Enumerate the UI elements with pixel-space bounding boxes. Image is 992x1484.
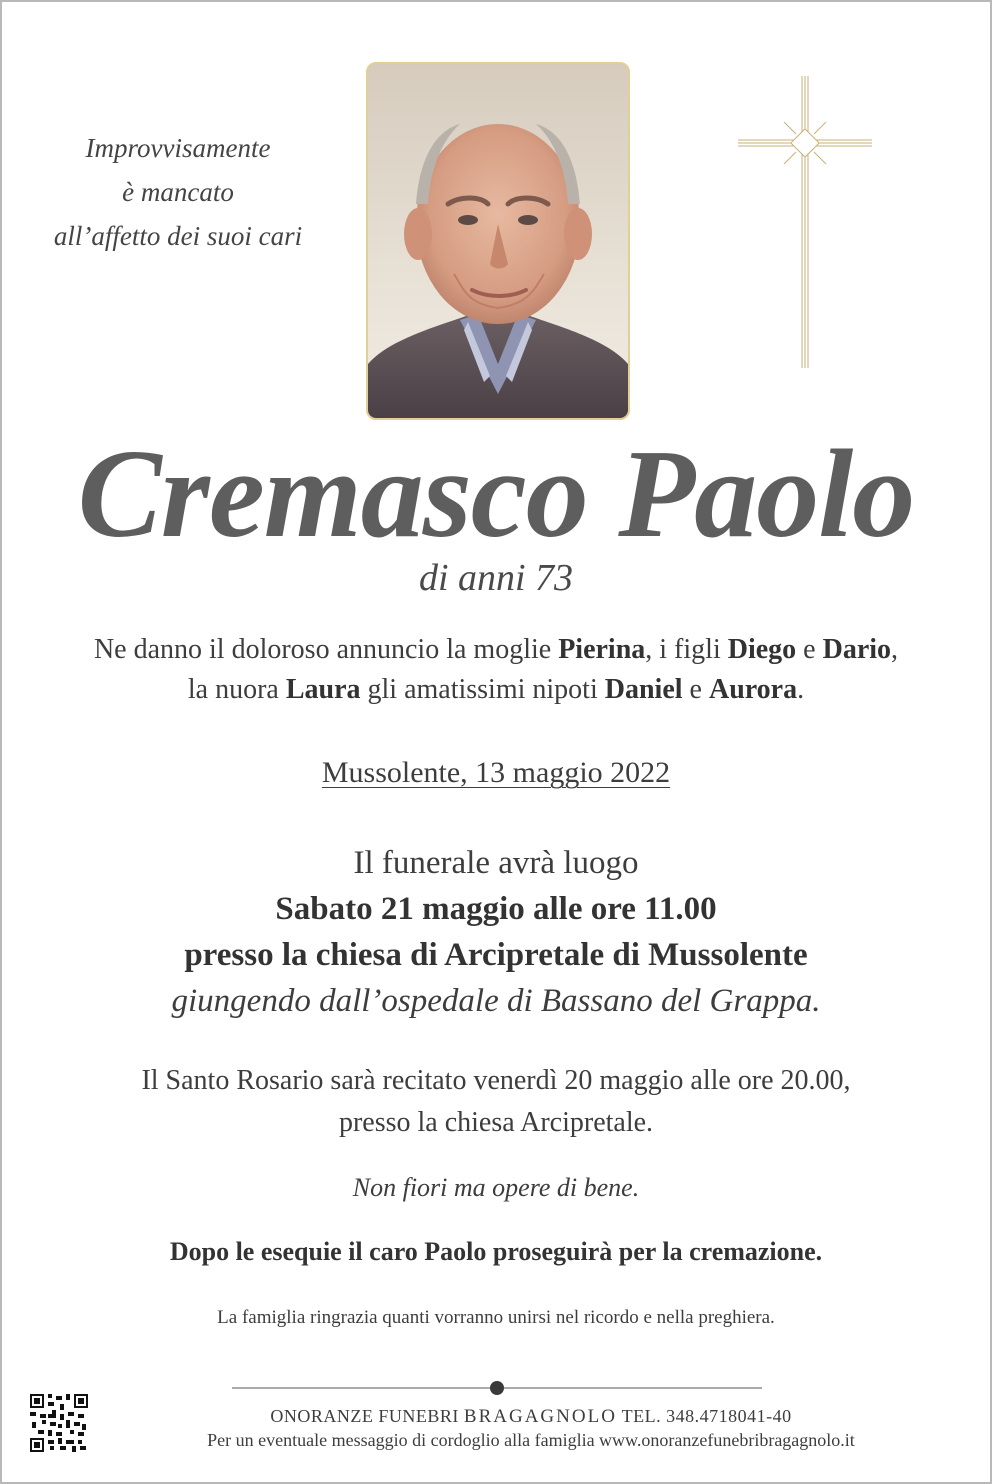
footer-divider bbox=[232, 1380, 762, 1396]
portrait-photo bbox=[366, 62, 630, 420]
intro-line-1: Improvvisamente bbox=[85, 133, 271, 163]
intro-line-2: è mancato bbox=[122, 177, 234, 207]
family-line-2: la nuora Laura gli amatissimi nipoti Daniel e Aurora. bbox=[187, 674, 805, 705]
funeral-home-phone: TEL. 348.4718041-40 bbox=[616, 1406, 792, 1426]
funeral-origin: giungendo dall’ospedale di Bassano del Grappa. bbox=[171, 983, 821, 1019]
grandchild-name-1: Daniel bbox=[604, 674, 683, 705]
family-thanks: La famiglia ringrazia quanti vorranno unirsi nel ricordo e nella preghiera. bbox=[217, 1307, 775, 1328]
no-flowers-note: Non fiori ma opere di bene. bbox=[352, 1173, 640, 1202]
portrait-illustration bbox=[368, 64, 628, 418]
funeral-line-1: Il funerale avrà luogo bbox=[353, 845, 639, 881]
son-name-1: Diego bbox=[727, 634, 797, 665]
grandchild-name-2: Aurora bbox=[708, 674, 798, 705]
cross-icon bbox=[736, 74, 874, 374]
funeral-home-info: ONORANZE FUNEBRI BRAGAGNOLO TEL. 348.4718041-40 bbox=[270, 1406, 792, 1427]
deceased-name: Cremasco Paolo bbox=[77, 425, 915, 564]
family-line-1: Ne danno il doloroso annuncio la moglie Pierina, i figli Diego e Dario, bbox=[93, 634, 899, 665]
qr-code-icon[interactable] bbox=[30, 1394, 88, 1452]
funeral-date-time: Sabato 21 maggio alle ore 11.00 bbox=[275, 891, 717, 927]
intro-text bbox=[22, 126, 334, 258]
wife-name: Pierina bbox=[558, 634, 646, 665]
intro-line-3: all’affetto dei suoi cari bbox=[53, 221, 303, 251]
cremation-note: Dopo le esequie il caro Paolo proseguirà per la cremazione. bbox=[169, 1237, 823, 1266]
funeral-details bbox=[12, 840, 980, 1024]
deceased-age: di anni 73 bbox=[418, 557, 574, 599]
place-and-date bbox=[12, 748, 980, 798]
funeral-location: presso la chiesa di Arcipretale di Mussolente bbox=[184, 937, 808, 973]
rosary-line-1: Il Santo Rosario sarà recitato venerdì 20 maggio alle ore 20.00, bbox=[141, 1065, 851, 1096]
place-date-text: Mussolente, 13 maggio 2022 bbox=[321, 756, 671, 789]
rosary-details bbox=[12, 1060, 980, 1144]
rosary-line-2: presso la chiesa Arcipretale. bbox=[338, 1107, 654, 1138]
funeral-home-brand: BRAGAGNOLO bbox=[463, 1406, 617, 1427]
daughter-in-law-name: Laura bbox=[285, 674, 361, 705]
family-announcement bbox=[12, 630, 980, 710]
son-name-2: Dario bbox=[822, 634, 892, 665]
condolence-message-info: Per un eventuale messaggio di cordoglio alla famiglia www.onoranzefunebribragagnolo.it bbox=[207, 1430, 855, 1450]
